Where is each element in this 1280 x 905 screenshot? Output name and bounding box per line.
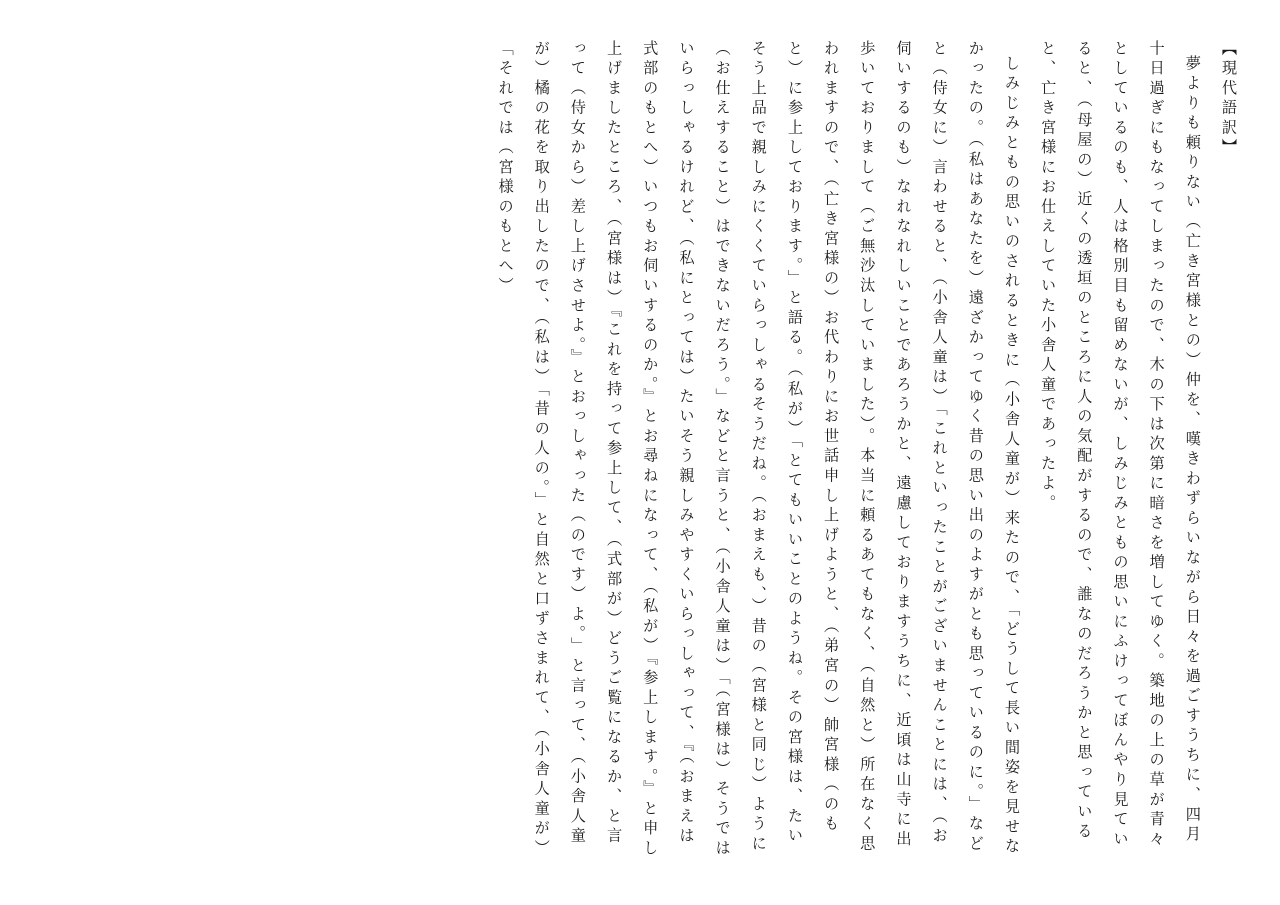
- document-title: [1210, 40, 1246, 865]
- paragraph-1: 夢よりも頼りない（亡き宮様との）仲を、嘆きわずらいながら日々を過ごすうちに、四月十日過ぎにもなってしまったので、木の下は次第に暗さを増してゆく。築地の上の草が青々としているのも、人は格別目も留めないが、しみじみともの思いにふけってぼんやり見ていると、（母屋の）近くの透垣のところに人の気配がするので、誰なのだろうかと思っていると、亡き宮様にお仕えしていた小舎人童であったよ。: [1039, 40, 1201, 851]
- document-title-text: 【現代語訳】: [1220, 40, 1237, 159]
- paragraph-2: しみじみともの思いのされるときに（小舎人童が）来たので、「どうして長い間姿を見せなかったの。（私はあなたを）遠ざかってゆく昔の思い出のよすがとも思っているのに。」などと（侍女に）言わせると、（小舎人童は）「これといったことがございませんことには、（お伺いするのも）なれなれしいことであろうかと、遠慮しておりますうちに、近頃は山寺に出歩いておりまして（ご無沙汰していました）。本当に頼るあてもなく、（自然と）所在なく思われますので、（亡き宮様の）お代わりにお世話申し上げようと、（弟宮の）帥宮様（のもと）に参上しております。」と語る。（私が）「とてもいいことのようね。その宮様は、たいそう上品で親しみにくくていらっしゃるそうだね。（おまえも、）昔の（宮様と同じ）ように（お仕えすること）はできないだろう。」などと言うと、（小舎人童は）「（宮様は）そうではいらっしゃるけれど、（私にとっては）たいそう親しみやすくいらっしゃって、『（おまえは式部のもとへ）いつもお伺いするのか。』とお尋ねになって、（私が）『参上します。』と申し上げましたところ、（宮様は）『これを持って参上して、（式部が）どうご覧になるか、と言って（侍女から）差し上げさせよ。』とおっしゃった（のです）よ。」と言って、（小舎人童が）橘の花を取り出したので、（私は）「昔の人の。」と自然と口ずさまれて、（小舎人童が）「それでは（宮様のもとへ）: [496, 40, 1020, 860]
- vertical-text-body: [34, 40, 1246, 865]
